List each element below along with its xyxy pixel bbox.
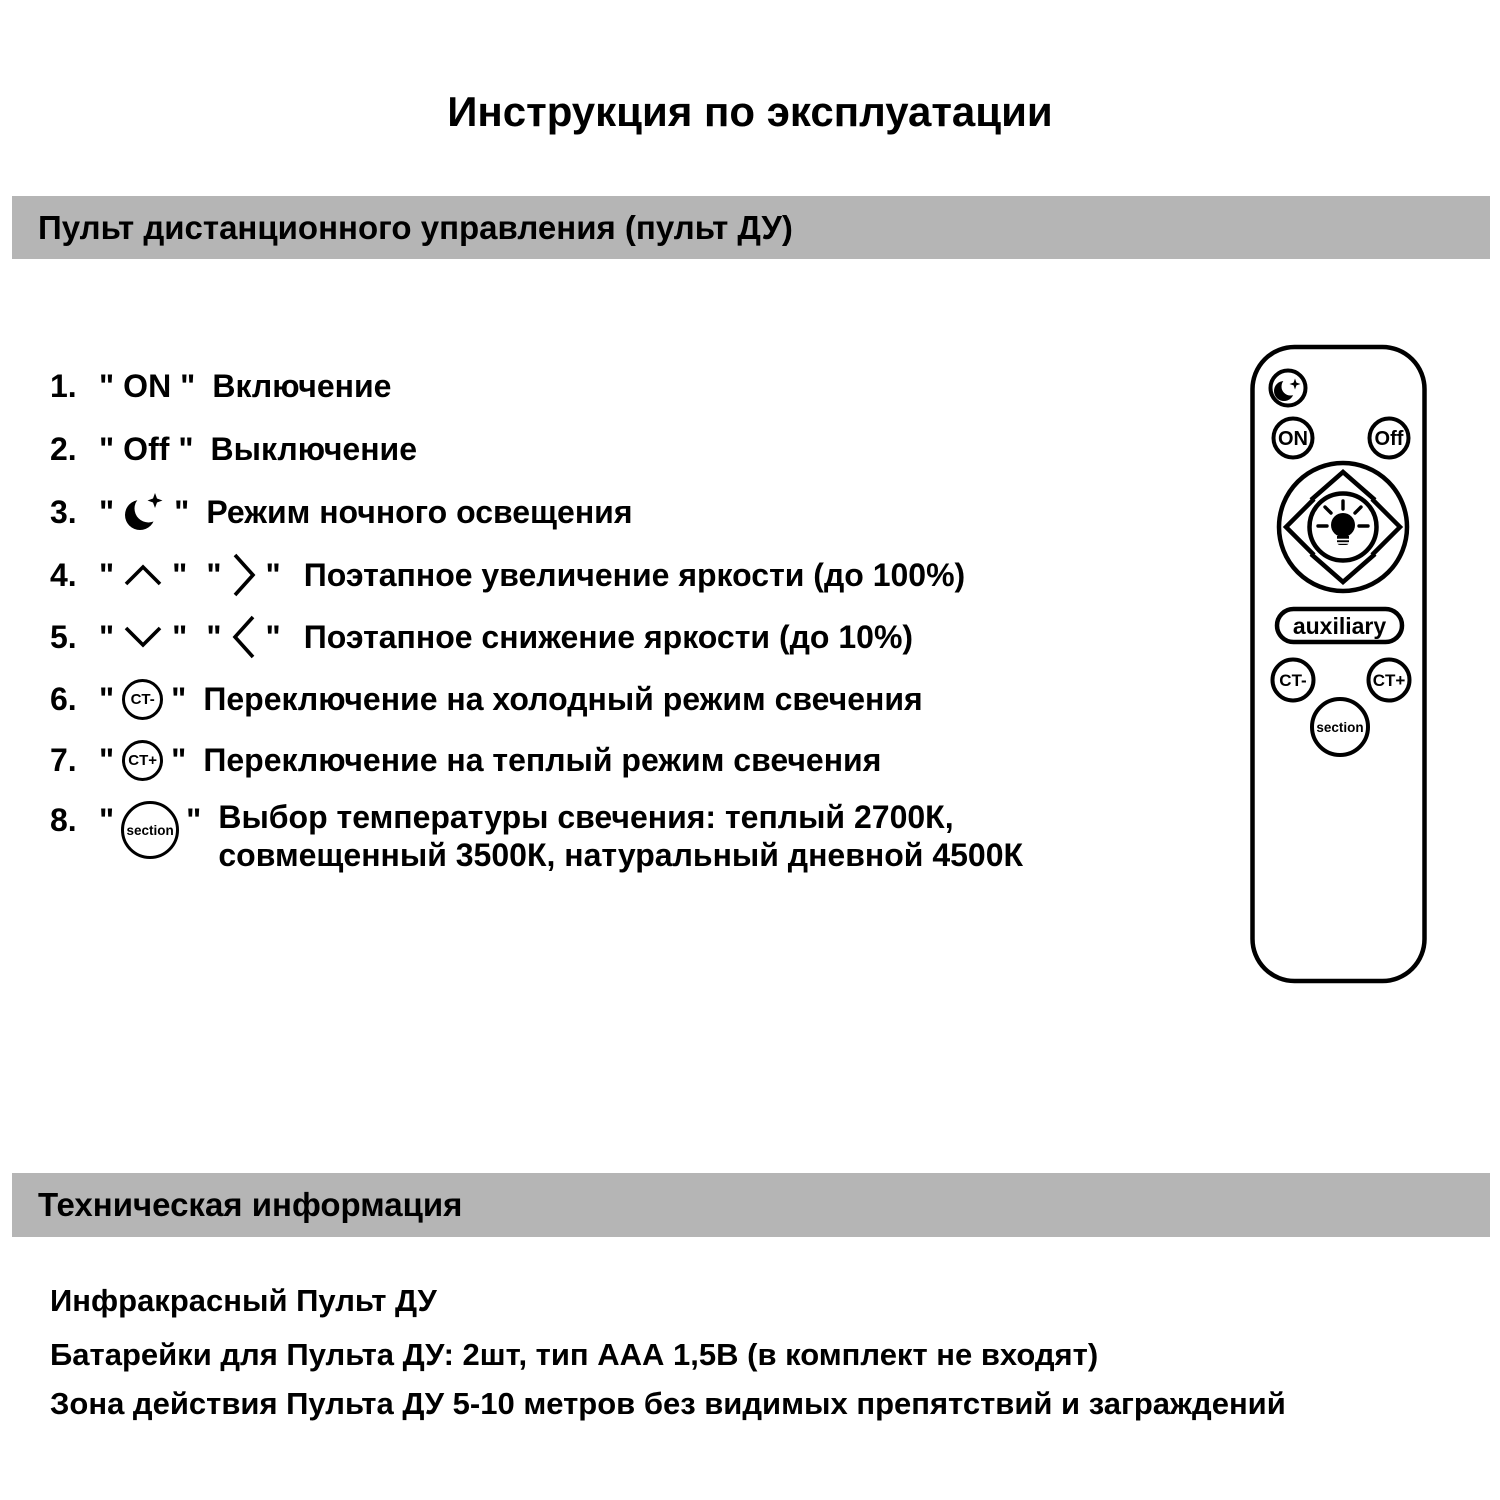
tech-info-line: Батарейки для Пульта ДУ: 2шт, тип ААА 1,5В (в комплект не входят): [50, 1337, 1099, 1372]
list-item-color-temperature: [50, 798, 1023, 874]
quote-mark: ": [99, 680, 115, 717]
on-button-label: ON: [123, 367, 172, 404]
dpad-control: [1279, 463, 1407, 591]
list-item-brightness-down: [50, 613, 913, 661]
quote-mark: ": [178, 430, 194, 467]
crescent-moon-icon: [123, 492, 165, 532]
quote-mark: ": [186, 802, 202, 838]
item-description: Переключение на холодный режим свечения: [203, 680, 923, 717]
quote-mark: ": [99, 802, 115, 838]
quote-mark: ": [206, 618, 222, 655]
quote-mark: ": [171, 680, 187, 717]
quote-mark: ": [265, 556, 281, 593]
section-label: section: [126, 822, 174, 838]
item-number: 8.: [50, 802, 77, 838]
list-item-on: [50, 362, 391, 410]
on-button-label: ON: [1278, 428, 1308, 450]
auxiliary-button: [1277, 609, 1402, 642]
item-number: 1.: [50, 367, 77, 404]
quote-mark: ": [99, 367, 115, 404]
night-mode-button: [1271, 371, 1306, 406]
list-item-brightness-up: [50, 551, 965, 599]
ct-minus-button-icon: [122, 679, 163, 720]
quote-mark: ": [180, 367, 196, 404]
ct-plus-button-label: CT+: [1372, 671, 1406, 690]
tech-info-line: Инфракрасный Пульт ДУ: [50, 1283, 437, 1318]
tech-info-line: Зона действия Пульта ДУ 5-10 метров без видимых препятствий и заграждений: [50, 1386, 1286, 1421]
remote-control-diagram: [1248, 342, 1432, 992]
section-button: [1312, 699, 1368, 755]
chevron-down-icon: [123, 625, 163, 649]
ct-plus-button-icon: [122, 740, 163, 781]
section-header-remote-label: Пульт дистанционного управления (пульт ДУ): [38, 208, 793, 246]
quote-mark: ": [99, 741, 115, 778]
auxiliary-button-label: auxiliary: [1292, 613, 1387, 639]
off-button-label: Off: [1374, 428, 1404, 450]
list-item-night-mode: [50, 488, 633, 536]
item-description: Выключение: [210, 430, 417, 467]
off-button: [1370, 419, 1409, 458]
ct-minus-button-label: CT-: [1279, 671, 1307, 690]
quote-mark: ": [172, 618, 188, 655]
quote-mark: ": [99, 618, 115, 655]
chevron-left-icon: [231, 614, 257, 660]
quote-mark: ": [99, 556, 115, 593]
chevron-up-icon: [123, 563, 163, 587]
item-description: Режим ночного освещения: [206, 493, 633, 530]
item-description: Включение: [212, 367, 392, 404]
quote-mark: ": [172, 556, 188, 593]
item-number: 6.: [50, 680, 77, 717]
on-button: [1274, 419, 1313, 458]
quote-mark: ": [171, 741, 187, 778]
item-description: [218, 798, 1023, 874]
item-description-line1: Выбор температуры свечения: теплый 2700К,: [218, 799, 954, 835]
chevron-right-icon: [231, 552, 257, 598]
quote-mark: ": [174, 493, 190, 530]
quote-mark: ": [99, 430, 115, 467]
quote-mark: ": [265, 618, 281, 655]
page-title: Инструкция по эксплуатации: [447, 88, 1053, 135]
ct-minus-label: CT-: [130, 690, 155, 708]
ct-plus-label: CT+: [128, 751, 158, 769]
item-number: 3.: [50, 493, 77, 530]
list-item-warm-mode: [50, 736, 881, 784]
section-header-tech: [12, 1173, 1490, 1237]
section-header-remote: [12, 196, 1490, 259]
ct-minus-button: [1273, 660, 1314, 701]
section-button-label: section: [1316, 720, 1364, 735]
list-item-cold-mode: [50, 675, 923, 723]
item-number: 4.: [50, 556, 77, 593]
off-button-label: Off: [123, 430, 170, 467]
item-description-line2: совмещенный 3500К, натуральный дневной 4500К: [218, 837, 1024, 873]
item-number: 7.: [50, 741, 77, 778]
section-button-icon: [121, 801, 179, 859]
item-description: Переключение на теплый режим свечения: [203, 741, 882, 778]
quote-mark: ": [206, 556, 222, 593]
quote-mark: ": [99, 493, 115, 530]
item-number: 2.: [50, 430, 77, 467]
item-description: Поэтапное снижение яркости (до 10%): [303, 618, 914, 655]
section-header-tech-label: Техническая информация: [38, 1186, 463, 1223]
ct-plus-button: [1369, 660, 1410, 701]
item-description: Поэтапное увеличение яркости (до 100%): [303, 556, 966, 593]
item-number: 5.: [50, 618, 77, 655]
list-item-off: [50, 425, 417, 473]
